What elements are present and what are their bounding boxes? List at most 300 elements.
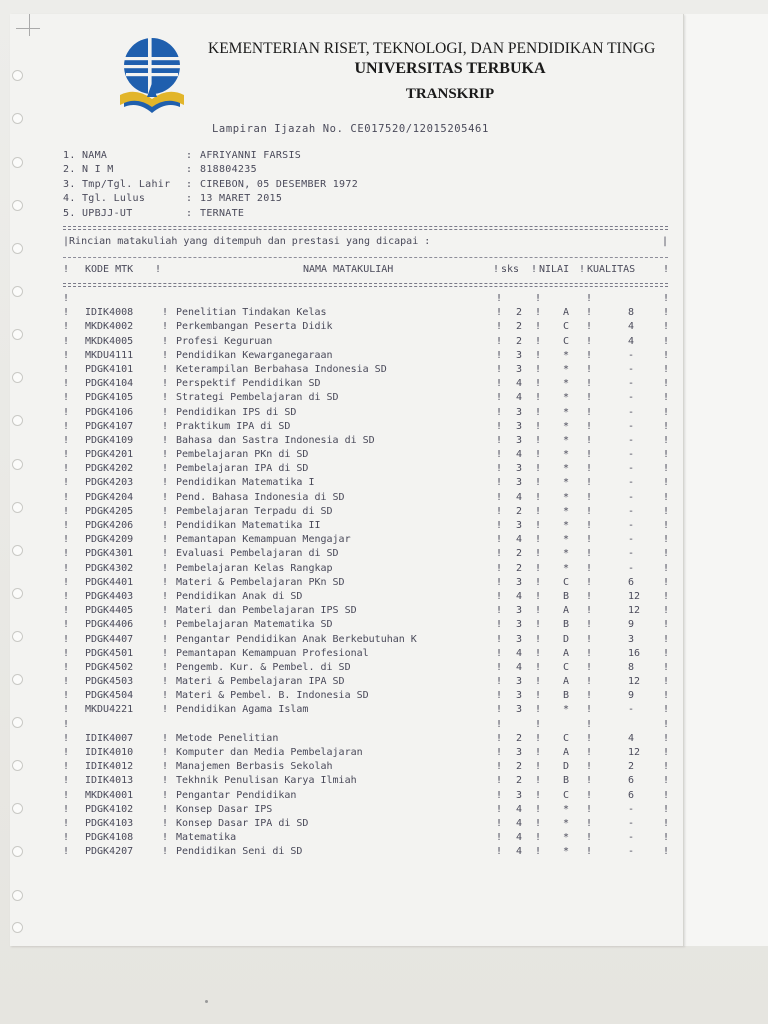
- punch-hole: [12, 113, 23, 124]
- punch-hole: [12, 922, 23, 933]
- course-name: Matematika: [176, 832, 237, 844]
- course-name: Perkembangan Peserta Didik: [176, 321, 333, 333]
- course-sks: 4: [516, 661, 523, 673]
- table-border: !: [535, 321, 542, 333]
- table-border: !: [586, 590, 593, 602]
- course-quality: -: [628, 817, 635, 829]
- table-border: !: [535, 562, 542, 574]
- table-border: !: [496, 378, 503, 390]
- course-grade: A: [563, 676, 570, 688]
- course-sks: 4: [516, 534, 523, 546]
- course-quality: 6: [628, 576, 635, 588]
- course-grade: *: [563, 363, 570, 375]
- course-name: Pengantar Pendidikan Anak Berkebutuhan K: [176, 633, 417, 645]
- course-sks: 3: [516, 633, 523, 645]
- table-border: !: [535, 718, 542, 730]
- table-border: !: [663, 661, 670, 673]
- table-border: !: [162, 307, 169, 319]
- table-row: [63, 790, 668, 804]
- course-quality: 9: [628, 690, 635, 702]
- table-border: !: [663, 832, 670, 844]
- rincian-line: [63, 236, 668, 247]
- course-quality: 8: [628, 307, 635, 319]
- table-border: !: [586, 647, 593, 659]
- course-code: PDGK4504: [85, 690, 134, 702]
- course-quality: -: [628, 449, 635, 461]
- table-border: !: [586, 335, 593, 347]
- course-sks: 3: [516, 349, 523, 361]
- course-code: PDGK4108: [85, 832, 134, 844]
- table-border: !: [663, 505, 670, 517]
- course-quality: 16: [628, 647, 641, 659]
- punch-hole: [12, 459, 23, 470]
- course-grade: *: [563, 463, 570, 475]
- separator-double: [63, 283, 668, 284]
- course-grade: A: [563, 647, 570, 659]
- header-nilai: NILAI: [539, 264, 570, 275]
- course-grade: D: [563, 761, 570, 773]
- table-border: !: [496, 817, 503, 829]
- table-row: [63, 619, 668, 633]
- identity-colon: :: [186, 193, 193, 205]
- table-border: !: [63, 307, 70, 319]
- identity-colon: :: [186, 150, 193, 161]
- table-border: !: [162, 548, 169, 560]
- table-row: [63, 378, 668, 392]
- course-sks: 4: [516, 378, 523, 390]
- course-sks: 3: [516, 463, 523, 475]
- table-border: !: [586, 534, 593, 546]
- identity-value: 13 MARET 2015: [200, 193, 283, 205]
- table-border: !: [535, 335, 542, 347]
- table-border: !: [162, 491, 169, 503]
- table-border: !: [535, 647, 542, 659]
- punch-holes: [12, 70, 26, 950]
- course-code: PDGK4407: [85, 633, 134, 645]
- table-border: !: [162, 832, 169, 844]
- course-quality: 2: [628, 761, 635, 773]
- table-row: [63, 690, 668, 704]
- course-sks: 2: [516, 548, 523, 560]
- course-quality: 6: [628, 789, 635, 801]
- table-border: !: [663, 349, 670, 361]
- table-border: !: [586, 505, 593, 517]
- table-border: !: [162, 420, 169, 432]
- certificate-number: Lampiran Ijazah No. CE017520/12015205461: [212, 123, 489, 135]
- table-border: !: [162, 463, 169, 475]
- punch-hole: [12, 631, 23, 642]
- table-row: [63, 563, 668, 577]
- table-border: !: [63, 605, 70, 617]
- table-border: !: [586, 491, 593, 503]
- table-border: !: [663, 690, 670, 702]
- table-row: [63, 506, 668, 520]
- table-border: !: [63, 477, 70, 489]
- table-border: !: [63, 661, 70, 673]
- course-name: Keterampilan Berbahasa Indonesia SD: [176, 363, 387, 375]
- course-name: Materi & Pembel. B. Indonesia SD: [176, 690, 369, 702]
- course-name: Pendidikan Kewarganegaraan: [176, 349, 333, 361]
- course-code: PDGK4101: [85, 363, 134, 375]
- table-border: !: [496, 803, 503, 815]
- identity-value: 818804235: [200, 164, 257, 176]
- table-border: !: [496, 718, 503, 730]
- table-border: !: [63, 704, 70, 716]
- course-grade: *: [563, 534, 570, 546]
- course-grade: A: [563, 747, 570, 758]
- course-grade: A: [563, 307, 570, 319]
- table-border: !: [663, 590, 670, 602]
- table-border: !: [496, 775, 503, 787]
- table-border: !: [586, 520, 593, 531]
- table-border: !: [663, 732, 670, 744]
- course-grade: C: [563, 576, 570, 588]
- table-header: [63, 264, 668, 278]
- table-border: !: [535, 817, 542, 829]
- table-border: !: [162, 520, 169, 531]
- scan-edge-strip: [683, 14, 768, 946]
- table-border: !: [63, 505, 70, 517]
- course-name: Manajemen Berbasis Sekolah: [176, 761, 333, 773]
- table-row: [63, 435, 668, 449]
- course-name: Perspektif Pendidikan SD: [176, 378, 321, 390]
- table-row: [63, 846, 668, 860]
- table-border: !: [496, 420, 503, 432]
- table-row: [63, 605, 668, 619]
- table-border: !: [663, 534, 670, 546]
- course-code: PDGK4207: [85, 846, 134, 858]
- course-quality: 9: [628, 619, 635, 631]
- table-border: !: [496, 534, 503, 546]
- table-border: !: [63, 335, 70, 347]
- identity-colon: :: [186, 207, 193, 219]
- header-kualitas: KUALITAS: [587, 264, 636, 275]
- table-border: !: [586, 661, 593, 673]
- table-border: !: [496, 463, 503, 475]
- course-sks: 4: [516, 590, 523, 602]
- course-name: Materi & Pembelajaran PKn SD: [176, 576, 345, 588]
- table-border: !: [663, 548, 670, 560]
- course-sks: 3: [516, 406, 523, 418]
- table-border: !: [535, 477, 542, 489]
- table-row: [63, 634, 668, 648]
- table-border: !: [535, 832, 542, 844]
- table-row: [63, 421, 668, 435]
- course-sks: 3: [516, 676, 523, 688]
- identity-value: AFRIYANNI FARSIS: [200, 150, 302, 161]
- punch-hole: [12, 243, 23, 254]
- course-name: Pendidikan Anak di SD: [176, 590, 303, 602]
- table-border: !: [162, 392, 169, 404]
- course-name: Profesi Keguruan: [176, 335, 273, 347]
- table-row: [63, 818, 668, 832]
- identity-label: 2. N I M: [63, 164, 114, 176]
- course-code: PDGK4104: [85, 378, 134, 390]
- course-sks: 3: [516, 420, 523, 432]
- table-border: !: [496, 349, 503, 361]
- table-border: !: [663, 264, 670, 275]
- table-row: [63, 364, 668, 378]
- course-grade: *: [563, 477, 570, 489]
- identity-value: CIREBON, 05 DESEMBER 1972: [200, 178, 359, 190]
- table-row: [63, 804, 668, 818]
- table-border: !: [663, 449, 670, 461]
- course-quality: -: [628, 420, 635, 432]
- course-quality: -: [628, 363, 635, 375]
- course-sks: 4: [516, 647, 523, 659]
- table-border: !: [63, 548, 70, 560]
- table-border: !: [579, 264, 586, 275]
- table-border: !: [63, 590, 70, 602]
- course-quality: -: [628, 392, 635, 404]
- course-grade: A: [563, 605, 570, 617]
- course-grade: B: [563, 590, 570, 602]
- table-border: !: [586, 449, 593, 461]
- punch-hole: [12, 545, 23, 556]
- course-grade: *: [563, 420, 570, 432]
- course-quality: 4: [628, 732, 635, 744]
- table-border: |: [63, 236, 70, 247]
- table-border: !: [496, 434, 503, 446]
- table-border: !: [586, 775, 593, 787]
- table-border: !: [162, 449, 169, 461]
- table-border: !: [162, 349, 169, 361]
- table-border: !: [162, 619, 169, 631]
- table-border: !: [663, 392, 670, 404]
- course-sks: 3: [516, 477, 523, 489]
- table-border: !: [63, 363, 70, 375]
- table-border: !: [63, 293, 70, 304]
- table-border: !: [586, 605, 593, 617]
- course-code: PDGK4405: [85, 605, 134, 617]
- course-sks: 4: [516, 832, 523, 844]
- course-grade: *: [563, 548, 570, 560]
- table-border: !: [63, 775, 70, 787]
- course-grade: B: [563, 775, 570, 787]
- table-border: !: [496, 647, 503, 659]
- table-border: !: [586, 420, 593, 432]
- course-sks: 2: [516, 335, 523, 347]
- table-border: !: [663, 676, 670, 688]
- course-code: IDIK4010: [85, 747, 134, 758]
- table-border: !: [162, 605, 169, 617]
- table-border: !: [586, 619, 593, 631]
- course-grade: *: [563, 434, 570, 446]
- identity-value: TERNATE: [200, 207, 245, 219]
- course-name: Strategi Pembelajaran di SD: [176, 392, 339, 404]
- table-border: !: [63, 349, 70, 361]
- table-border: !: [663, 619, 670, 631]
- table-border: !: [663, 803, 670, 815]
- course-name: Materi dan Pembelajaran IPS SD: [176, 605, 357, 617]
- table-row: [63, 775, 668, 789]
- table-border: !: [162, 434, 169, 446]
- table-border: !: [663, 434, 670, 446]
- table-border: !: [63, 562, 70, 574]
- course-quality: 8: [628, 661, 635, 673]
- table-border: !: [63, 491, 70, 503]
- table-border: !: [496, 293, 503, 304]
- course-name: Pendidikan Matematika II: [176, 520, 321, 531]
- identity-label: 3. Tmp/Tgl. Lahir: [63, 178, 171, 190]
- course-quality: -: [628, 832, 635, 844]
- table-border: !: [496, 321, 503, 333]
- table-border: !: [63, 378, 70, 390]
- course-grade: *: [563, 392, 570, 404]
- table-border: !: [663, 293, 670, 304]
- table-border: !: [663, 789, 670, 801]
- table-row: [63, 350, 668, 364]
- course-quality: 4: [628, 335, 635, 347]
- course-quality: 12: [628, 747, 641, 758]
- table-border: !: [663, 307, 670, 319]
- table-border: !: [535, 378, 542, 390]
- table-border: !: [586, 477, 593, 489]
- table-row: [63, 534, 668, 548]
- identity-label: 5. UPBJJ-UT: [63, 207, 133, 219]
- table-border: !: [63, 406, 70, 418]
- course-grade: *: [563, 406, 570, 418]
- punch-hole: [12, 717, 23, 728]
- course-table-body: [63, 293, 668, 861]
- table-border: !: [493, 264, 500, 275]
- table-border: !: [535, 406, 542, 418]
- table-border: |: [661, 236, 668, 247]
- table-border: !: [162, 363, 169, 375]
- header-nama: NAMA MATAKULIAH: [303, 264, 394, 275]
- table-border: !: [63, 732, 70, 744]
- table-border: !: [663, 463, 670, 475]
- separator-double: [63, 286, 668, 287]
- table-border: !: [535, 293, 542, 304]
- table-border: !: [63, 690, 70, 702]
- table-border: !: [663, 562, 670, 574]
- course-name: Pendidikan Matematika I: [176, 477, 315, 489]
- table-border: !: [663, 817, 670, 829]
- table-border: !: [535, 520, 542, 531]
- table-border: !: [63, 449, 70, 461]
- punch-hole: [12, 70, 23, 81]
- table-row: [63, 392, 668, 406]
- table-border: !: [535, 690, 542, 702]
- table-border: !: [663, 605, 670, 617]
- table-border: !: [162, 647, 169, 659]
- course-grade: B: [563, 690, 570, 702]
- table-border: !: [586, 363, 593, 375]
- table-border: !: [162, 633, 169, 645]
- table-border: !: [586, 676, 593, 688]
- table-row: [63, 407, 668, 421]
- course-sks: 3: [516, 704, 523, 716]
- table-border: !: [63, 718, 70, 730]
- course-quality: -: [628, 505, 635, 517]
- table-border: !: [162, 505, 169, 517]
- table-border: !: [586, 321, 593, 333]
- punch-hole: [12, 803, 23, 814]
- course-code: IDIK4007: [85, 732, 134, 744]
- table-border: !: [535, 605, 542, 617]
- table-border: !: [586, 349, 593, 361]
- course-grade: *: [563, 378, 570, 390]
- identity-label: 4. Tgl. Lulus: [63, 193, 146, 205]
- table-border: !: [162, 817, 169, 829]
- table-border: !: [162, 590, 169, 602]
- course-quality: 12: [628, 590, 641, 602]
- table-border: !: [496, 619, 503, 631]
- table-border: !: [535, 392, 542, 404]
- course-code: PDGK4205: [85, 505, 134, 517]
- table-border: !: [535, 619, 542, 631]
- table-border: !: [586, 406, 593, 418]
- course-sks: 4: [516, 803, 523, 815]
- course-name: Evaluasi Pembelajaran di SD: [176, 548, 339, 560]
- table-border: !: [496, 704, 503, 716]
- table-border: !: [535, 789, 542, 801]
- table-border: !: [663, 378, 670, 390]
- table-border: !: [63, 576, 70, 588]
- course-code: IDIK4012: [85, 761, 134, 773]
- table-border: !: [586, 803, 593, 815]
- scan-speck: [205, 1000, 208, 1003]
- table-border: !: [162, 690, 169, 702]
- course-code: PDGK4401: [85, 576, 134, 588]
- table-border: !: [496, 576, 503, 588]
- course-code: PDGK4503: [85, 676, 134, 688]
- table-border: !: [63, 832, 70, 844]
- table-border: !: [63, 321, 70, 333]
- punch-hole: [12, 588, 23, 599]
- table-border: !: [496, 520, 503, 531]
- course-sks: 3: [516, 747, 523, 758]
- course-name: Pendidikan Agama Islam: [176, 704, 309, 716]
- table-border: !: [535, 548, 542, 560]
- table-border: !: [162, 321, 169, 333]
- course-code: PDGK4406: [85, 619, 134, 631]
- table-border: !: [535, 661, 542, 673]
- table-border: !: [496, 562, 503, 574]
- table-border: !: [496, 449, 503, 461]
- course-grade: D: [563, 633, 570, 645]
- course-quality: -: [628, 562, 635, 574]
- course-grade: *: [563, 803, 570, 815]
- table-row: [63, 548, 668, 562]
- table-row: [63, 477, 668, 491]
- course-code: MKDU4221: [85, 704, 134, 716]
- table-border: !: [663, 576, 670, 588]
- table-row: [63, 321, 668, 335]
- table-row: [63, 662, 668, 676]
- course-quality: 6: [628, 775, 635, 787]
- course-name: Pend. Bahasa Indonesia di SD: [176, 491, 345, 503]
- table-border: !: [496, 747, 503, 758]
- table-border: !: [496, 548, 503, 560]
- table-border: !: [162, 477, 169, 489]
- table-row: [63, 449, 668, 463]
- table-border: !: [496, 732, 503, 744]
- punch-hole: [12, 372, 23, 383]
- table-border: !: [162, 846, 169, 858]
- table-border: !: [63, 264, 70, 275]
- table-border: !: [586, 633, 593, 645]
- table-border: !: [63, 619, 70, 631]
- course-sks: 3: [516, 520, 523, 531]
- course-name: Praktikum IPA di SD: [176, 420, 291, 432]
- table-border: !: [63, 747, 70, 758]
- table-border: !: [535, 732, 542, 744]
- course-sks: 2: [516, 732, 523, 744]
- table-border: !: [663, 363, 670, 375]
- table-spacer-row: [63, 719, 668, 733]
